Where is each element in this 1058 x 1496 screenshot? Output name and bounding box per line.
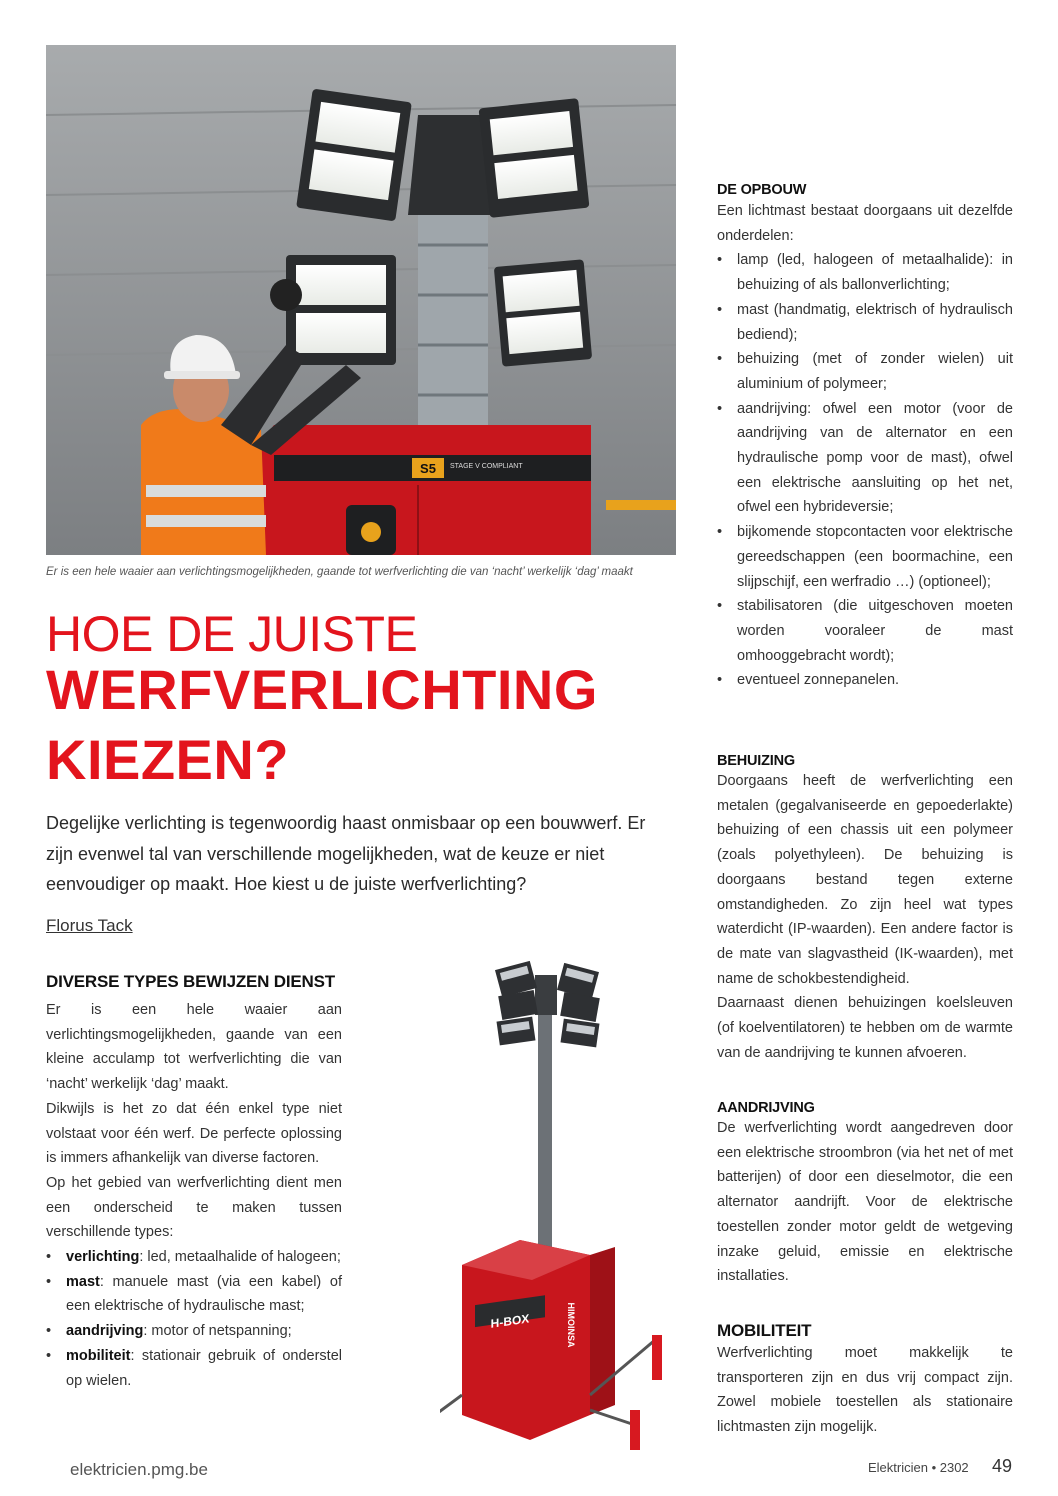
diverse-paragraph-2: Dikwijls is het zo dat één enkel type niet volstaat voor één werf. De perfecte oplossing is immers afhankelijk van diverse factoren. <box>46 1100 342 1167</box>
product-label: H-BOX <box>490 1311 530 1331</box>
list-item: • aandrijving: motor of netspanning; <box>46 1319 342 1344</box>
author-link[interactable]: Florus Tack <box>46 916 133 935</box>
flood-lamp-top-right <box>479 98 590 218</box>
list-item: • mast: manuele mast (via een kabel) of een elektrische of hydraulische mast; <box>46 1270 342 1319</box>
intro-paragraph: Degelijke verlichting is tegenwoordig haast onmisbaar op een bouwwerf. Er zijn evenwel tal van verschillende mogelijkheden, wat de keuze er niet eenvoudiger op maakt. Hoe kiest u de juiste werfverlichting? <box>46 813 646 894</box>
section-heading-mobiliteit: MOBILITEIT <box>717 1321 812 1340</box>
section-heading-behuizing: BEHUIZING <box>717 753 795 769</box>
section-heading-opbouw: DE OPBOUW <box>717 182 807 198</box>
section-mobiliteit <box>717 1321 1013 1440</box>
diverse-paragraph-1: Er is een hele waaier aan verlichtingsmogelijkheden, gaande van een kleine acculamp tot werfverlichting die van ‘nacht’ werkelijk ‘dag’ maakt. <box>46 1002 342 1093</box>
opbouw-list <box>717 248 1013 693</box>
footer-website-link[interactable]: elektricien.pmg.be <box>70 1460 208 1479</box>
list-item: • aandrijving: ofwel een motor (voor de aandrijving van de alternator en een hydraulische pomp voor de mast), ofwel een elektrische aansluiting op het net, ofwel een hybrideversie; <box>717 397 1013 521</box>
list-item: • lamp (led, halogeen of metaalhalide): in behuizing of als ballonverlichting; <box>717 248 1013 297</box>
photo-caption: Er is een hele waaier aan verlichtingsmogelijkheden, gaande tot werfverlichting die van ‘nacht’ werkelijk ‘dag’ maakt <box>46 566 633 578</box>
product-brand: HIMOINSA <box>566 1302 576 1348</box>
title-line-3: KIEZEN? <box>46 728 290 791</box>
stage-badge: S5 <box>420 461 436 476</box>
list-item: • stabilisatoren (die uitgeschoven moeten worden vooraleer de mast omhooggebracht wordt); <box>717 594 1013 668</box>
aandrijving-paragraph: De werfverlichting wordt aangedreven door een elektrische stroombron (via het net of met batterijen) of door een dieselmotor, die een alternator aandrijft. Voor de elektrische toestellen zonder motor geldt de wetgeving inzake geluid, emissie en elektrische installaties. <box>717 1120 1013 1285</box>
stage-badge-text: STAGE V COMPLIANT <box>450 463 523 470</box>
list-item: • behuizing (met of zonder wielen) uit aluminium of polymeer; <box>717 347 1013 396</box>
title-line-1: HOE DE JUISTE <box>46 606 418 662</box>
flood-lamp-mid-right <box>494 259 592 366</box>
list-item: • eventueel zonnepanelen. <box>717 668 1013 693</box>
diverse-paragraph-3: Op het gebied van werfverlichting dient men een onderscheid te maken tussen verschillende types: <box>46 1174 342 1241</box>
page-number: 49 <box>992 1456 1013 1476</box>
opbouw-intro: Een lichtmast bestaat doorgaans uit dezelfde onderdelen: <box>717 203 1013 244</box>
behuizing-paragraph-1: Doorgaans heeft de werfverlichting een metalen (gegalvaniseerde en gepoederlakte) behuizing of een chassis uit een polymeer (zoals polyethyleen). De behuizing is doorgaans bestand tegen externe omstandigheden. Zo zijn heel wat types waterdicht (IP-waarden). Een andere factor is de mate van slagvastheid (IK-waarden), met name de schokbestendigheid. <box>717 773 1013 987</box>
flood-lamp-top-left <box>296 89 412 222</box>
section-aandrijving <box>717 1100 1013 1289</box>
types-list <box>46 1245 342 1393</box>
section-heading-diverse: DIVERSE TYPES BEWIJZEN DIENST <box>46 972 335 991</box>
list-item: • mast (handmatig, elektrisch of hydraulisch bediend); <box>717 298 1013 347</box>
section-behuizing <box>717 753 1013 1065</box>
mobiliteit-paragraph: Werfverlichting moet makkelijk te transporteren zijn en dus vrij compact zijn. Zowel mobiele toestellen als stationaire lichtmasten zijn mogelijk. <box>717 1345 1013 1436</box>
section-diverse-body <box>46 998 342 1393</box>
title-line-2: WERFVERLICHTING <box>46 658 598 721</box>
footer-magazine-issue: Elektricien • 2302 <box>868 1460 969 1475</box>
behuizing-paragraph-2: Daarnaast dienen behuizingen koelsleuven (of koelventilatoren) te hebben om de warmte van de aandrijving te kunnen afvoeren. <box>717 995 1013 1061</box>
list-item: • verlichting: led, metaalhalide of halogeen; <box>46 1245 342 1270</box>
list-item: • bijkomende stopcontacten voor elektrische gereedschappen (een boormachine, een slijpschijf, een werfradio …) (optioneel); <box>717 520 1013 594</box>
product-light-tower-image <box>440 955 710 1455</box>
header-photo <box>46 45 676 555</box>
list-item: • mobiliteit: stationair gebruik of onderstel op wielen. <box>46 1344 342 1393</box>
section-heading-aandrijving: AANDRIJVING <box>717 1100 815 1116</box>
product-illustration <box>440 955 710 1455</box>
section-opbouw <box>717 182 1013 693</box>
flood-lamp-mid-left <box>286 255 396 365</box>
light-tower-worker-illustration <box>46 45 676 555</box>
